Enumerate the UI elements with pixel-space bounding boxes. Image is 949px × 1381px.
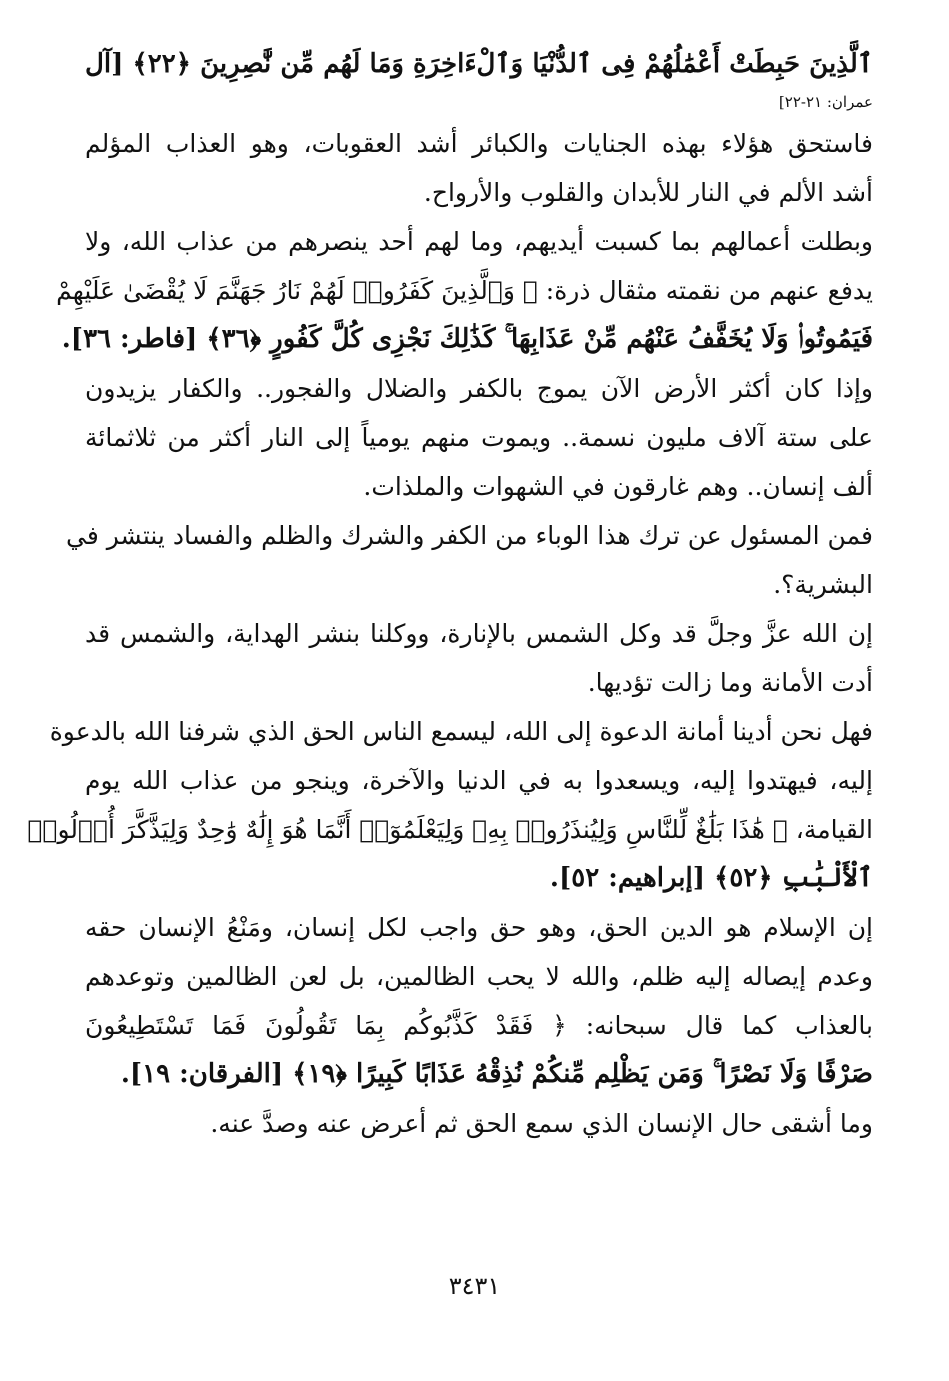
paragraph-line: أدت الأمانة وما زالت تؤديها. (587, 668, 873, 697)
paragraph-line: القيامة، ﴿ هَٰذَا بَلَٰغٌ لِّلنَّاسِ وَلِيُنذَرُوا۟ بِهِۦ وَلِيَعْلَمُوٓا۟ أَنَّمَا هُوَ إِلَٰهٌ وَٰحِدٌ وَلِيَذَّكَّرَ أُو۟لُوا۟ (27, 815, 873, 844)
paragraph-line: إن الإسلام هو الدين الحق، وهو حق واجب لكل إنسان، ومَنْعُ الإنسان حقه (85, 913, 873, 942)
quran-verse-line: ٱلَّذِينَ حَبِطَتْ أَعْمَٰلُهُمْ فِى ٱلدُّنْيَا وَٱلْءَاخِرَةِ وَمَا لَهُم مِّن نَّٰصِرِينَ ﴿٢٢﴾ [آل (85, 49, 874, 79)
page-number: ٣٤٣١ (448, 1272, 501, 1300)
quran-verse-line: فَيَمُوتُوا۟ وَلَا يُخَفَّفُ عَنْهُم مِّنْ عَذَابِهَا ۚ كَذَٰلِكَ نَجْزِى كُلَّ كَفُورٍ ﴿٣٦﴾ [فاطر: ٣٦]. (61, 324, 873, 354)
paragraph-line: فاستحق هؤلاء بهذه الجنايات والكبائر أشد العقوبات، وهو العذاب المؤلم (85, 129, 873, 158)
quran-verse-line: ٱلْأَلْبَٰبِ ﴿٥٢﴾ [إبراهيم: ٥٢]. (549, 863, 873, 893)
paragraph-line: وبطلت أعمالهم بما كسبت أيديهم، وما لهم أحد ينصرهم من عذاب الله، ولا (85, 227, 873, 256)
paragraph-line: فمن المسئول عن ترك هذا الوباء من الكفر والشرك والظلم والفساد ينتشر في (66, 521, 873, 550)
paragraph-line: بالعذاب كما قال سبحانه: ﴿ فَقَدْ كَذَّبُوكُم بِمَا تَقُولُونَ فَمَا تَسْتَطِيعُونَ (85, 1011, 873, 1040)
paragraph-line: إليه، فيهتدوا إليه، ويسعدوا به في الدنيا والآخرة، وينجو من عذاب الله يوم (85, 766, 873, 795)
paragraph-line: وما أشقى حال الإنسان الذي سمع الحق ثم أعرض عنه وصدَّ عنه. (210, 1109, 873, 1138)
quran-verse-line: صَرْفًا وَلَا نَصْرًا ۚ وَمَن يَظْلِم مِّنكُمْ نُذِقْهُ عَذَابًا كَبِيرًا ﴿١٩﴾ [الفرقان: ١٩]. (120, 1059, 873, 1089)
paragraph-line: أشد الألم في النار للأبدان والقلوب والأرواح. (423, 178, 873, 207)
paragraph-line: وعدم إيصاله إليه ظلم، والله لا يحب الظالمين، بل لعن الظالمين وتوعدهم (85, 962, 873, 991)
paragraph-line: وإذا كان أكثر الأرض الآن يموج بالكفر والضلال والفجور.. والكفار يزيدون (85, 374, 873, 403)
paragraph-line: يدفع عنهم من نقمته مثقال ذرة: ﴿ وَٱلَّذِينَ كَفَرُوا۟ لَهُمْ نَارُ جَهَنَّمَ لَا يُقْضَىٰ عَلَيْهِمْ (56, 276, 873, 305)
paragraph-line: إن الله عزَّ وجلَّ قد وكل الشمس بالإنارة، ووكلنا بنشر الهداية، والشمس قد (85, 619, 873, 648)
paragraph-line: البشرية؟. (773, 570, 873, 599)
verse-reference: عمران: ٢١-٢٢] (778, 93, 873, 111)
paragraph-line: ألف إنسان.. وهم غارقون في الشهوات والملذات. (363, 472, 873, 501)
page-body (27, 40, 874, 1148)
paragraph-line: على ستة آلاف مليون نسمة.. ويموت منهم يومياً إلى النار أكثر من ثلاثمائة (85, 423, 873, 452)
paragraph-line: فهل نحن أدينا أمانة الدعوة إلى الله، ليسمع الناس الحق الذي شرفنا الله بالدعوة (49, 717, 873, 746)
